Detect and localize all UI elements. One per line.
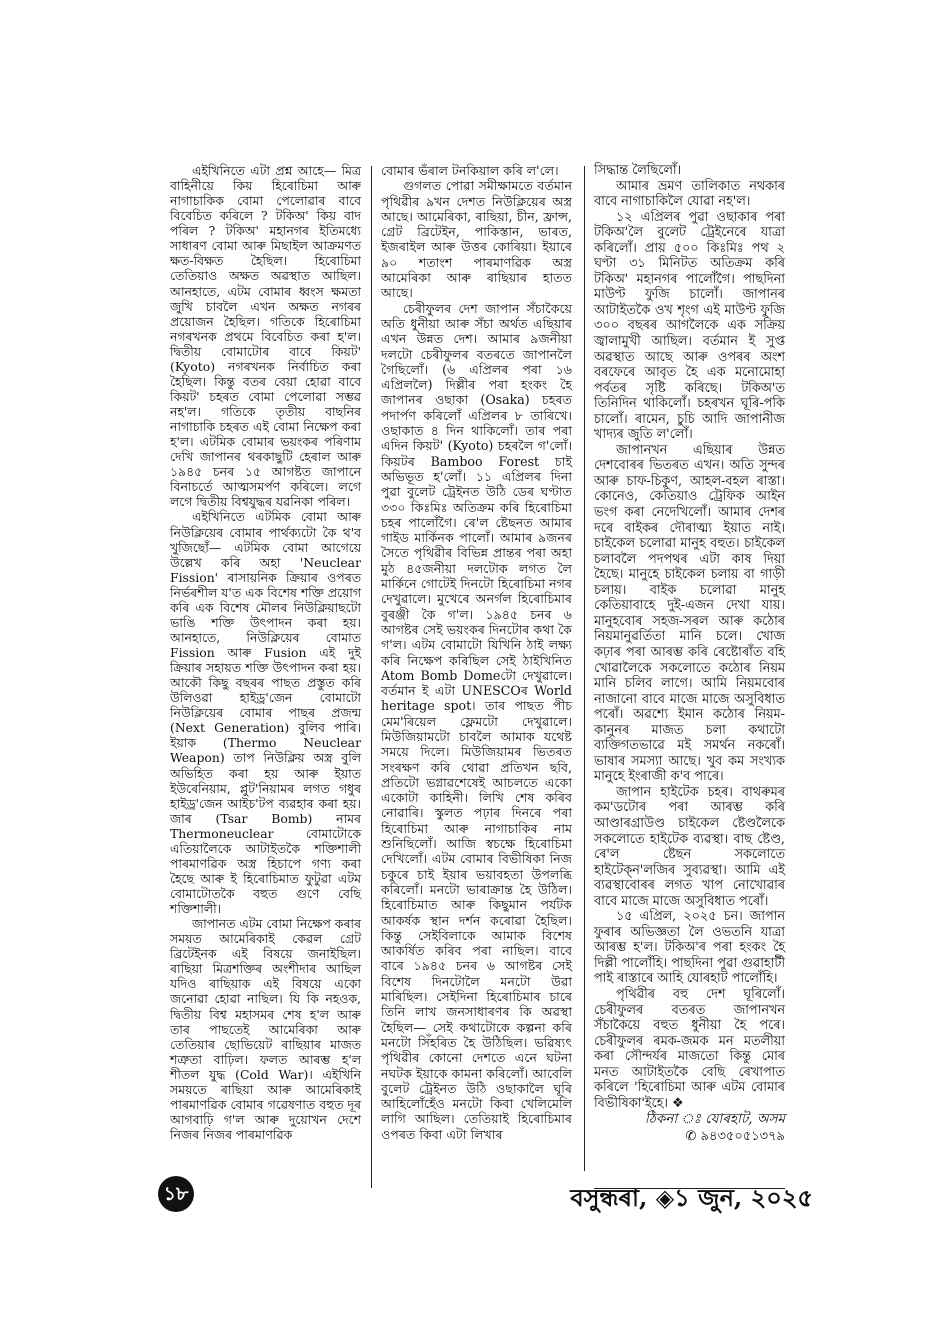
paragraph: এইখিনিতে এটমিক বোমা আৰু নিউক্লিয়েৰ বোমাৰ পাৰ্থক্যটো কৈ থ'ব খুজিছোঁ— এটমিক বোমা আগেয়ে উল্লেখ কৰি অহা 'Neuclear Fission' ৰাসায়নিক ক্ৰিয়াৰ ওপৰত নিৰ্ভৰশীল য'ত এক বিশেষ শক্তি প্ৰয়োগ কৰি এক বিশেষ মৌলৰ নিউক্লিয়াছটো ভাঙি শক্তি উৎপাদন কৰা হয়। আনহাতে, নিউক্লিয়েৰ বোমাত Fission আৰু Fusion এই দুই ক্ৰিয়াৰ সহায়ত শক্তি উৎপাদন কৰা হয়। আকৌ কিছু বছৰৰ পাছত প্ৰস্তুত কৰি উলিওৱা হাইড্ৰ'জেন বোমাটো নিউক্লিয়েৰ বোমাৰ পাছৰ প্ৰজন্ম (Next Generation) বুলিব পাৰি। ইয়াক (Thermo Neuclear Weapon) তাপ নিউক্লিয় অস্ত্ৰ বুলি অভিহিত কৰা হয় আৰু ইয়াত ইউৰেনিয়াম, প্লুট'নিয়ামৰ লগত গধুৰ হাইড্ৰ'জেন আইচ'টপ ব্যৱহাৰ কৰা হয়। জাৰ (Tsar Bomb) নামৰ Thermoneuclear বোমাটোকে এতিয়ালৈকে আটাইতকৈ শক্তিশালী পাৰমাণৱিক অস্ত্ৰ হিচাপে গণ্য কৰা হৈছে আৰু ই হিৰোচিমাত ফুটুৱা এটম বোমাটোতকৈ বহুত গুণে বেছি শক্তিশালী।: [170, 509, 361, 917]
paragraph: ১২ এপ্ৰিলৰ পুৱা ওছাকাৰ পৰা টকিঅ'লৈ বুলেট ট্ৰেইনেৰে যাত্ৰা কৰিলোঁ। প্ৰায় ৫০০ কিঃমিঃ পথ ২ ঘণ্টা ৩১ মিনিটত অতিক্ৰম কৰি টকিঅ' মহানগৰ পালোঁগৈ। পাছদিনা মাউণ্ট ফুজি চালোঁ। জাপানৰ আটাইতকৈ ওখ শৃংগ এই মাউণ্ট ফুজি ৩০০ বছৰৰ আগলৈকে এক সক্ৰিয় জ্বালামুখী আছিল। বৰ্তমান ই সুপ্ত অৱস্থাত আছে আৰু ওপৰৰ অংশ বৰফেৰে আবৃত হৈ এক মনোমোহা পৰ্বতৰ সৃষ্টি কৰিছে। টকিঅ'ত তিনিদিন থাকিলোঁ। চহৰখন ঘূৰি-পকি চালোঁ। ৰামেন, চুচি আদি জাপানীজ খাদ্যৰ জুতি ল'লোঁ।: [594, 209, 785, 443]
paragraph: বোমাৰ ভঁৰাল টনকিয়াল কৰি ল'লে।: [381, 163, 559, 178]
author-phone: ✆ ৯৪৩৫০৫১৩৭৯: [685, 1129, 785, 1145]
paragraph: ১৫ এপ্ৰিল, ২০২৫ চন। জাপান ফুৰাৰ অভিজ্ঞতা লৈ ওভতনি যাত্ৰা আৰম্ভ হ'ল। টকিঅ'ৰ পৰা হংকং হৈ দিল্লী পালোঁহি। পাছদিনা পুৱা গুৱাহাটী পাই ৰাস্তাৰে আহি যোৰহাট পালোঁহি।: [594, 909, 785, 987]
article-column-1: [170, 163, 361, 1142]
paragraph: এইখিনিতে এটা প্ৰশ্ন আহে— মিত্ৰ বাহিনীয়ে কিয় হিৰোচিমা আৰু নাগাচাকিক বোমা পেলোৱাৰ বাবে বিবেচিত কৰিলে ? টকিঅ' কিয় বাদ পৰিল ? টকিঅ' মহানগৰ ইতিমধ্যে সাধাৰণ বোমা আৰু মিছাইল আক্ৰমণত ক্ষত-বিক্ষত হৈছিল। হিৰোচিমা তেতিয়াও অক্ষত অৱস্থাত আছিল। আনহাতে, এটম বোমাৰ ধ্বংস ক্ষমতা জুখি চাবলৈ এখন অক্ষত নগৰৰ প্ৰয়োজন হৈছিল। গতিকে হিৰোচিমা নগৰখনক প্ৰথমে বিবেচিত কৰা হ'ল। দ্বিতীয় বোমাটোৰ বাবে কিয়ট' (Kyoto) নগৰখনক নিৰ্বাচিত কৰা হৈছিল। কিন্তু বতৰ বেয়া হোৱা বাবে কিয়ট' চহৰত বোমা পেলোৱা সম্ভৱ নহ'ল। গতিকে তৃতীয় বাছনিৰ নাগাচাকি চহৰত এই বোমা নিক্ষেপ কৰা হ'ল। এটমিক বোমাৰ ভয়ংকৰ পৰিণাম দেখি জাপানৰ থৰকাছুটি হেৰাল আৰু ১৯৪৫ চনৰ ১৫ আগষ্টত জাপানে বিনাচৰ্তে আত্মসমৰ্পণ কৰিলে। লগে লগে দ্বিতীয় বিশ্বযুদ্ধৰ যৱনিকা পৰিল।: [170, 163, 361, 510]
paragraph: জাপানখন এছিয়াৰ উন্নত দেশবোৰৰ ভিতৰত এখন। অতি সুন্দৰ আৰু চাফ-চিকুণ, আহল-বহল ৰাস্তা। কোনেও, কেতিয়াও ট্ৰেফিক আইন ভংগ কৰা নেদেখিলোঁ। আমাৰ দেশৰ দৰে বাইকৰ দৌৰাত্ম্য ইয়াত নাই। চাইকেল চলোৱা মানুহ বহুত। চাইকেল চলাবলৈ পদপথৰ এটা কাষ দিয়া হৈছে। মানুহে চাইকেল চলায় বা গাড়ী চলায়। বাইক চলোৱা মানুহ কেতিয়াবাহে দুই-এজন দেখা যায়। মানুহবোৰ সহজ-সৰল আৰু কঠোৰ নিয়মানুৱৰ্তিতা মানি চলে। খোজ কঢ়াৰ পৰা আৰম্ভ কৰি ৰেষ্টোৰাঁত বহি খোৱালৈকে সকলোতে কঠোৰ নিয়ম মানি চলিব লাগে। আমি নিয়মবোৰ নাজানো বাবে মাজে মাজে অসুবিধাত পৰোঁ। অৱশ্যে ইমান কঠোৰ নিয়ম-কানুনৰ মাজত চলা কথাটো ব্যক্তিগতভাৱে মই সমৰ্থন নকৰোঁ। ভাষাৰ সমস্যা আছে। খুব কম সংখ্যক মানুহে ইংৰাজী ক'ব পাৰে।: [594, 442, 785, 785]
paragraph: গুগলত পোৱা সমীক্ষামতে বৰ্তমান পৃথিৱীৰ ৯খন দেশত নিউক্লিয়েৰ অস্ত্ৰ আছে। আমেৰিকা, ৰাছিয়া, চীন, ফ্ৰান্স, গ্ৰেট ব্ৰিটেইন, পাকিস্তান, ভাৰত, ইজৰাইল আৰু উত্তৰ কোৰিয়া। ইয়াৰে ৯০ শতাংশ পাৰমাণৱিক অস্ত্ৰ আমেৰিকা আৰু ৰাছিয়াৰ হাতত আছে।: [381, 178, 572, 301]
paragraph: সিদ্ধান্ত লৈছিলোঁ।: [594, 163, 682, 178]
paragraph: জাপান হাইটেক চহৰ। বাথৰুমৰ কম'ডটোৰ পৰা আৰম্ভ কৰি আণ্ডাৰগ্ৰাউণ্ড চাইকেল ষ্টেণ্ডলৈকে সকলোতে হাইটেক ব্যৱস্থা। বাছ ষ্টেণ্ড, ৰে'ল ষ্টেছন সকলোতে হাইটেক্‌ন'লজিৰ সুব্যৱস্থা। আমি এই ব্যৱস্থাবোৰৰ লগত খাপ নোখোৱাৰ বাবে মাজে মাজে অসুবিধাত পৰোঁ।: [594, 784, 785, 909]
column-divider: [371, 166, 372, 1188]
column-divider: [584, 166, 585, 1171]
article-column-2: [381, 163, 572, 1142]
author-address: ঠিকনা ঃ যোৰহাট, অসম: [644, 1111, 785, 1128]
paragraph: আমাৰ ভ্ৰমণ তালিকাত নথকাৰ বাবে নাগাচাকিলৈ যোৱা নহ'ল।: [594, 178, 785, 210]
page-number: ১৮: [158, 1176, 194, 1212]
paragraph: জাপানত এটম বোমা নিক্ষেপ কৰাৰ সময়ত আমেৰিকাই কেৱল গ্ৰেট ব্ৰিটেইনক এই বিষয়ে জনাইছিল। ৰাছিয়া মিত্ৰশক্তিৰ অংশীদাৰ আছিল যদিও ৰাছিয়াক এই বিষয়ে একো জনোৱা হোৱা নাছিল। যি কি নহওক, দ্বিতীয় বিশ্ব মহাসমৰ শেষ হ'ল আৰু তাৰ পাছতেই আমেৰিকা আৰু তেতিয়াৰ ছোভিয়েট ৰাছিয়াৰ মাজত শত্ৰুতা বাঢ়িল। ফলত আৰম্ভ হ'ল শীতল যুদ্ধ (Cold War)। এইখিনি সময়তে ৰাছিয়া আৰু আমেৰিকাই পাৰমাণৱিক বোমাৰ গৱেষণাত বহুত দূৰ আগবাঢ়ি গ'ল আৰু দুয়োখন দেশে নিজৰ নিজৰ পাৰমাণৱিক: [170, 916, 361, 1142]
paragraph: চেৰীফুলৰ দেশ জাপান সঁচাকৈয়ে অতি ধুনীয়া আৰু সঁচা অৰ্থত এছিয়াৰ এখন উন্নত দেশ। আমাৰ ৯জনীয়া দলটো চেৰীফুলৰ বতৰতে জাপানলৈ গৈছিলোঁ। (৬ এপ্ৰিলৰ পৰা ১৬ এপ্ৰিললৈ) দিল্লীৰ পৰা হংকং হৈ জাপানৰ ওছাকা (Osaka) চহৰত পদাৰ্পণ কৰিলোঁ এপ্ৰিলৰ ৮ তাৰিখে। ওছাকাত ৪ দিন থাকিলোঁ। তাৰ পৰা এদিন কিয়ট' (Kyoto) চহৰলৈ গ'লোঁ। কিয়টৰ Bamboo Forest চাই অভিভূত হ'লোঁ। ১১ এপ্ৰিলৰ দিনা পুৱা বুলেট ট্ৰেইনত উঠি ডেৰ ঘণ্টাত ৩৩০ কিঃমিঃ অতিক্ৰম কৰি হিৰোচিমা চহৰ পালোঁগৈ। ৰে'ল ষ্টেছনত আমাৰ গাইড মাৰ্কিনক পালোঁ। আমাৰ ৯জনৰ সৈতে পৃথিৱীৰ বিভিন্ন প্ৰান্তৰ পৰা অহা মুঠ ৪৫জনীয়া দলটোক লগত লৈ মাৰ্কিনে গোটেই দিনটো হিৰোচিমা নগৰ দেখুৱালে। মুখেৰে অনৰ্গল হিৰোচিমাৰ বুৰঞ্জী কৈ গ'ল। ১৯৪৫ চনৰ ৬ আগষ্টৰ সেই ভয়ংকৰ দিনটোৰ কথা কৈ গ'ল। এটম বোমাটো যিখিনি ঠাই লক্ষ্য কৰি নিক্ষেপ কৰিছিল সেই ঠাইখিনিত Atom Bomb Domeটো দেখুৱালে। বৰ্তমান ই এটা UNESCOৰ World heritage spot। তাৰ পাছত পীচ মেম'ৰিয়েল ফ্লেমটো দেখুৱালে। মিউজিয়ামটো চাবলৈ আমাক যথেষ্ট সময়ে দিলে। মিউজিয়ামৰ ভিতৰত সংৰক্ষণ কৰি থোৱা প্ৰতিখন ছবি, প্ৰতিটো ভগ্নাৱশেষেই আচলতে একো একোটা কাহিনী। লিখি শেষ কৰিব নোৱাৰি। স্কুলত পঢ়াৰ দিনৰে পৰা হিৰোচিমা আৰু নাগাচাকিৰ নাম শুনিছিলোঁ। আজি স্বচক্ষে হিৰোচিমা দেখিলোঁ। এটম বোমাৰ বিভীষিকা নিজ চকুৰে চাই ইয়াৰ ভয়াবহতা উপলব্ধি কৰিলোঁ। মনটো ভাৰাক্ৰান্ত হৈ উঠিল। হিৰোচিমাত আৰু কিছুমান পৰ্যটক আকৰ্ষক স্থান দৰ্শন কৰোৱা হৈছিল। কিন্তু সেইবিলাকে আমাক বিশেষ আকৰ্ষিত কৰিব পৰা নাছিল। বাবে বাৰে ১৯৪৫ চনৰ ৬ আগষ্টৰ সেই বিশেষ দিনটোলৈ মনটো উৱা মাৰিছিল। সেইদিনা হিৰোচিমাৰ চাৰে তিনি লাখ জনসাধাৰণৰ কি অৱস্থা হৈছিল— সেই কথাটোকে কল্পনা কৰি মনটো সিঁহৰিত হৈ উঠিছিল। ভৱিষ্যৎ পৃথিৱীৰ কোনো দেশতে এনে ঘটনা নঘটক ইয়াকে কামনা কৰিলোঁ। আবেলি বুলেট ট্ৰেইনত উঠি ওছাকালৈ ঘূৰি আহিলোঁহেঁও মনটো কিবা খেলিমেলি লাগি আছিল। তেতিয়াই হিৰোচিমাৰ ওপৰত কিবা এটা লিখাৰ: [381, 300, 572, 1142]
article-column-3: [594, 163, 785, 1145]
magazine-footer: বসুন্ধৰা, ◈১ জুন, ২০২৫: [570, 1183, 813, 1212]
paragraph: পৃথিৱীৰ বহু দেশ ঘূৰিলোঁ। চেৰীফুলৰ বতৰত জাপানখন সঁচাকৈয়ে বহুত ধুনীয়া হৈ পৰে। চেৰীফুলৰ ৰমক-জমক মন মতলীয়া কৰা সৌন্দৰ্যৰ মাজতো কিন্তু মোৰ মনত আটাইতকৈ বেছি ৰেখাপাত কৰিলে 'হিৰোচিমা আৰু এটম বোমাৰ বিভীষিকা'ইহে। ❖: [594, 986, 785, 1111]
